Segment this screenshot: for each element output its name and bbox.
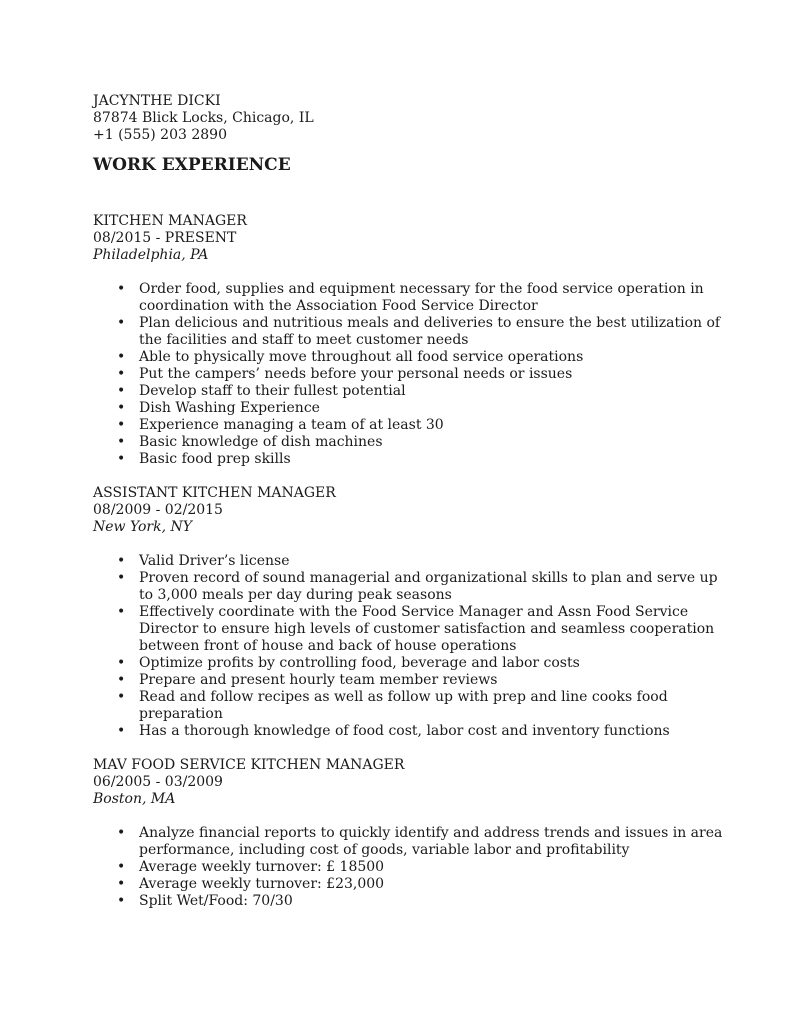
list-item (117, 281, 733, 315)
list-item (117, 383, 733, 400)
bullet-icon: • (117, 553, 126, 569)
candidate-name: JACYNTHE DICKI (93, 93, 221, 109)
job-title: MAV FOOD SERVICE KITCHEN MANAGER (93, 757, 405, 773)
bullet-icon: • (117, 383, 126, 399)
list-item (117, 604, 733, 655)
resume-content (93, 93, 733, 927)
list-item (117, 366, 733, 383)
list-item-text: Prepare and present hourly team member reviews (139, 672, 498, 688)
bullet-icon: • (117, 400, 126, 416)
job-location: Philadelphia, PA (93, 247, 209, 263)
spacer (93, 740, 733, 757)
contact-block (93, 93, 733, 144)
list-item-text: Basic food prep skills (139, 451, 291, 467)
list-item (117, 689, 733, 723)
candidate-address: 87874 Blick Locks, Chicago, IL (93, 110, 314, 126)
bullet-icon: • (117, 893, 126, 909)
bullet-icon: • (117, 604, 126, 620)
list-item-text: Experience managing a team of at least 30 (139, 417, 444, 433)
spacer (93, 176, 733, 213)
job-responsibilities-list (93, 825, 733, 910)
list-item (117, 400, 733, 417)
spacer (93, 910, 733, 927)
job-location: New York, NY (93, 519, 192, 535)
job-entry (93, 213, 733, 485)
list-item (117, 655, 733, 672)
list-item-text: Put the campers’ needs before your personal needs or issues (139, 366, 573, 382)
job-title: KITCHEN MANAGER (93, 213, 247, 229)
bullet-icon: • (117, 570, 126, 586)
list-item (117, 417, 733, 434)
list-item-text: Develop staff to their fullest potential (139, 383, 406, 399)
section-heading-work-experience: WORK EXPERIENCE (93, 155, 291, 175)
job-entry (93, 757, 733, 927)
list-item (117, 315, 733, 349)
list-item (117, 893, 733, 910)
job-location: Boston, MA (93, 791, 176, 807)
list-item-text: Has a thorough knowledge of food cost, labor cost and inventory functions (139, 723, 670, 739)
bullet-icon: • (117, 876, 126, 892)
list-item-text: Able to physically move throughout all food service operations (139, 349, 584, 365)
candidate-phone: +1 (555) 203 2890 (93, 127, 227, 143)
bullet-icon: • (117, 434, 126, 450)
list-item-text: Optimize profits by controlling food, beverage and labor costs (139, 655, 580, 671)
list-item (117, 553, 733, 570)
job-dates: 06/2005 - 03/2009 (93, 774, 223, 790)
job-responsibilities-list (93, 553, 733, 740)
spacer (93, 468, 733, 485)
bullet-icon: • (117, 689, 126, 705)
list-item (117, 672, 733, 689)
list-item (117, 876, 733, 893)
bullet-icon: • (117, 366, 126, 382)
bullet-icon: • (117, 417, 126, 433)
spacer (93, 808, 733, 825)
list-item-text: Average weekly turnover: £ 18500 (139, 859, 385, 875)
bullet-icon: • (117, 451, 126, 467)
job-title: ASSISTANT KITCHEN MANAGER (93, 485, 336, 501)
job-dates: 08/2009 - 02/2015 (93, 502, 223, 518)
bullet-icon: • (117, 281, 126, 297)
bullet-icon: • (117, 825, 126, 841)
list-item-text: Plan delicious and nutritious meals and deliveries to ensure the best utilization of the facilities and staff to meet customer needs (139, 315, 721, 348)
list-item-text: Average weekly turnover: £23,000 (139, 876, 385, 892)
list-item (117, 723, 733, 740)
spacer (93, 536, 733, 553)
bullet-icon: • (117, 315, 126, 331)
list-item (117, 570, 733, 604)
list-item-text: Effectively coordinate with the Food Service Manager and Assn Food Service Director to ensure high levels of customer satisfaction and seamless cooperation between front of house and back of house operations (139, 604, 715, 654)
bullet-icon: • (117, 859, 126, 875)
job-responsibilities-list (93, 281, 733, 468)
bullet-icon: • (117, 723, 126, 739)
bullet-icon: • (117, 349, 126, 365)
list-item (117, 825, 733, 859)
list-item-text: Order food, supplies and equipment necessary for the food service operation in coordination with the Association Food Service Director (139, 281, 704, 314)
list-item (117, 859, 733, 876)
bullet-icon: • (117, 672, 126, 688)
list-item (117, 349, 733, 366)
list-item (117, 451, 733, 468)
bullet-icon: • (117, 655, 126, 671)
list-item-text: Read and follow recipes as well as follow up with prep and line cooks food preparation (139, 689, 668, 722)
spacer (93, 264, 733, 281)
list-item-text: Dish Washing Experience (139, 400, 320, 416)
job-dates: 08/2015 - PRESENT (93, 230, 237, 246)
list-item-text: Proven record of sound managerial and organizational skills to plan and serve up to 3,000 meals per day during peak seasons (139, 570, 718, 603)
work-experience-list (93, 213, 733, 927)
list-item-text: Basic knowledge of dish machines (139, 434, 383, 450)
list-item (117, 434, 733, 451)
list-item-text: Valid Driver’s license (139, 553, 290, 569)
list-item-text: Analyze financial reports to quickly identify and address trends and issues in area performance, including cost of goods, variable labor and profitability (139, 825, 723, 858)
job-entry (93, 485, 733, 757)
list-item-text: Split Wet/Food: 70/30 (139, 893, 293, 909)
